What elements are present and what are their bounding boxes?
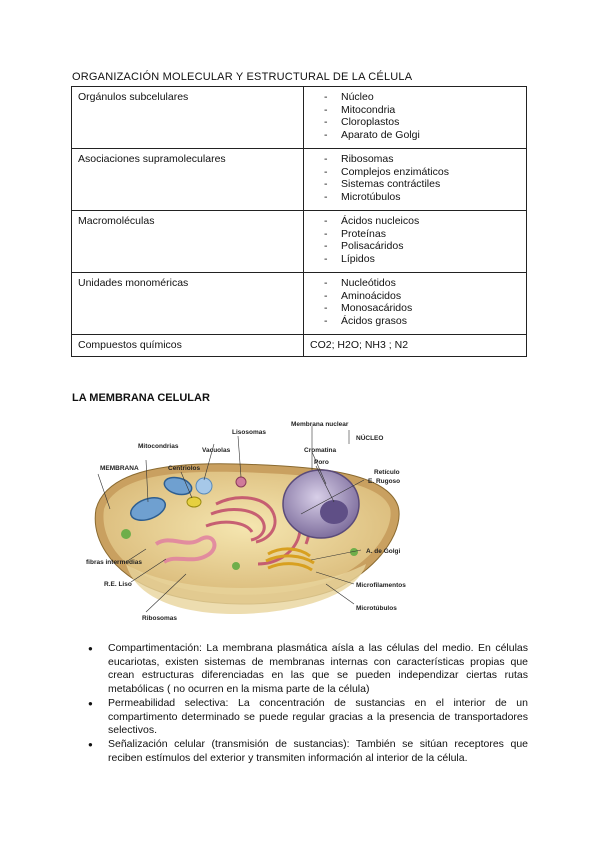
label-cromatina: Cromatina: [304, 447, 337, 454]
table-row: [72, 335, 527, 357]
label-golgi: A. de Golgi: [366, 548, 401, 555]
list-item: ● Compartimentación: La membrana plasmática aísla a las células del medio. En células eucariotas, existen sistemas de membranas internas con características propias que crean estructuras diferenciadas en las que se pueden independizar ciertas rutas metabólicas ( no ocurren en la misma parte de la célula): [88, 642, 528, 697]
list-item: - Polisacáridos: [324, 240, 520, 253]
nucleolus: [320, 500, 348, 524]
list-item: - Sistemas contráctiles: [324, 178, 520, 191]
row-items: [304, 273, 527, 335]
list-item: - Complejos enzimáticos: [324, 166, 520, 179]
list-item: - Ribosomas: [324, 153, 520, 166]
label-microtubulos: Microtúbulos: [356, 605, 397, 612]
list-item: - Lípidos: [324, 253, 520, 266]
centriole: [187, 497, 201, 507]
list-item: - Nucleótidos: [324, 277, 520, 290]
row-items: [304, 149, 527, 211]
row-label: Compuestos químicos: [72, 335, 304, 357]
list-item: ● Señalización celular (transmisión de sustancias): También se sitúan receptores que reciben estímulos del exterior y transmiten información al interior de la célula.: [88, 738, 528, 765]
row-label: Orgánulos subcelulares: [72, 87, 304, 149]
row-label: Macromoléculas: [72, 211, 304, 273]
membrane-functions-list: [88, 642, 528, 765]
list-item: - Microtúbulos: [324, 191, 520, 204]
label-poro: Poro: [314, 459, 329, 466]
list-item: - Mitocondria: [324, 104, 520, 117]
label-mitocondrias: Mitocondrias: [138, 443, 179, 450]
table-row: [72, 211, 527, 273]
label-fibras: fibras intermedias: [86, 559, 142, 566]
label-membrana-nuclear: Membrana nuclear: [291, 421, 349, 428]
label-ribosomas: Ribosomas: [142, 615, 178, 622]
list-item: ● Permeabilidad selectiva: La concentración de sustancias en el interior de un compartimento determinado se puede regular gracias a la presencia de transportadores selectivos.: [88, 697, 528, 738]
list-item: - Ácidos nucleicos: [324, 215, 520, 228]
label-reticulo: Retículo: [374, 469, 400, 476]
label-vacuolas: Vacuolas: [202, 447, 231, 454]
label-nucleo: NÚCLEO: [356, 435, 384, 442]
table-row: [72, 273, 527, 335]
nucleus: [283, 470, 359, 538]
row-label: Unidades monoméricas: [72, 273, 304, 335]
list-item: - Monosacáridos: [324, 302, 520, 315]
row-text: CO2; H2O; NH3 ; N2: [304, 335, 527, 357]
row-label: Asociaciones supramoleculares: [72, 149, 304, 211]
row-items: [304, 87, 527, 149]
list-item: - Proteínas: [324, 228, 520, 241]
label-microfilamentos: Microfilamentos: [356, 582, 406, 589]
vacuole: [196, 478, 212, 494]
list-item: - Cloroplastos: [324, 116, 520, 129]
lysosome: [236, 477, 246, 487]
list-item: - Aparato de Golgi: [324, 129, 520, 142]
label-e-rugoso: E. Rugoso: [368, 478, 401, 485]
row-items: [304, 211, 527, 273]
label-centriolos: Centriolos: [168, 465, 201, 472]
list-item: - Aminoácidos: [324, 290, 520, 303]
cell-diagram: [86, 414, 406, 624]
list-item: - Núcleo: [324, 91, 520, 104]
label-re-liso: R.E. Liso: [104, 581, 132, 588]
table-row: [72, 87, 527, 149]
list-item: - Ácidos grasos: [324, 315, 520, 328]
section-title-membrana: LA MEMBRANA CELULAR: [72, 392, 210, 404]
section-title-organizacion: ORGANIZACIÓN MOLECULAR Y ESTRUCTURAL DE LA CÉLULA: [72, 71, 413, 83]
label-membrana: MEMBRANA: [100, 465, 139, 472]
table-row: [72, 149, 527, 211]
organization-table: [71, 86, 527, 357]
label-lisosomas: Lisosomas: [232, 429, 266, 436]
